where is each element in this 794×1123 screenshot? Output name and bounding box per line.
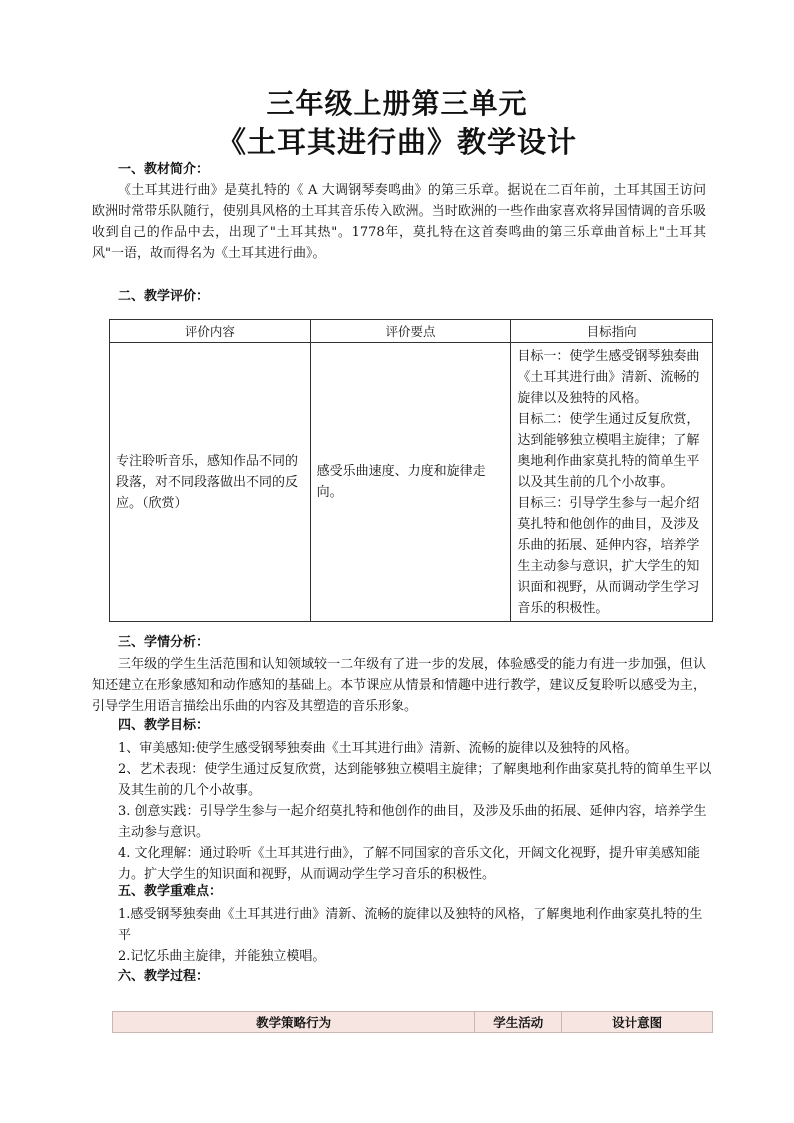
- key-point-item: 2.记忆乐曲主旋律，并能独立模唱。: [118, 949, 326, 964]
- materials-paragraph: 《土耳其进行曲》是莫扎特的《 A 大调钢琴奏鸣曲》的第三乐章。据说在二百年前，土耳其国王访问欧洲时常带乐队随行，使别具风格的土耳其音乐传入欧洲。当时欧洲的一些作曲家喜欢将异国情调的音乐吸收到自己的作品中去，出现了"土耳其热"。1778年，莫扎特在这首奏鸣曲的第三乐章曲首标上"土耳其风"一语，故而得名为《土耳其进行曲》。: [92, 183, 706, 261]
- process-table: [112, 1011, 713, 1033]
- header-eval-goals: 目标指向: [511, 320, 713, 343]
- section-heading-learner-analysis: 三、学情分析：: [118, 635, 210, 650]
- section-heading-process: 六、教学过程：: [118, 969, 210, 984]
- goal-item: 目标三：引导学生参与一起介绍莫扎特和他创作的曲目，及涉及乐曲的拓展、延伸内容，培养学生主动参与意识，扩大学生的知识面和视野，从而调动学生学习音乐的积极性。: [517, 496, 700, 616]
- title-line-2: 《土耳其进行曲》教学设计: [216, 125, 577, 159]
- evaluation-table-header: [110, 320, 713, 343]
- goal-item: 目标一：使学生感受钢琴独奏曲《土耳其进行曲》清新、流畅的旋律以及独特的风格。: [517, 349, 700, 406]
- section-heading-key-points: 五、教学重难点：: [118, 884, 223, 899]
- section-heading-materials: 一、教材简介：: [118, 162, 210, 177]
- objective-item: 2、艺术表现：使学生通过反复欣赏，达到能够独立模唱主旋律；了解奥地利作曲家莫扎特的简单生平以及其生前的几个小故事。: [118, 762, 712, 798]
- cell-eval-goals: [511, 343, 713, 622]
- header-strategy: 教学策略行为: [113, 1012, 475, 1033]
- section-heading-evaluation: 二、教学评价：: [118, 289, 210, 304]
- section-heading-objectives: 四、教学目标：: [118, 718, 210, 733]
- header-design-intent: 设计意图: [562, 1012, 713, 1033]
- evaluation-table-row: [110, 343, 713, 622]
- header-eval-points: 评价要点: [310, 320, 511, 343]
- objective-item: 4. 文化理解：通过聆听《土耳其进行曲》，了解不同国家的音乐文化，开阔文化视野，提升审美感知能力。扩大学生的知识面和视野，从而调动学生学习音乐的积极性。: [118, 846, 701, 882]
- evaluation-table: [109, 319, 713, 622]
- key-point-item: 1.感受钢琴独奏曲《土耳其进行曲》清新、流畅的旋律以及独特的风格，了解奥地利作曲家莫扎特的生平: [118, 907, 703, 943]
- objective-item: 3. 创意实践：引导学生参与一起介绍莫扎特和他创作的曲目，及涉及乐曲的拓展、延伸内容，培养学生主动参与意识。: [118, 804, 707, 840]
- header-student-activity: 学生活动: [475, 1012, 562, 1033]
- goal-item: 目标二：使学生通过反复欣赏，达到能够独立模唱主旋律；了解奥地利作曲家莫扎特的简单生平以及其生前的几个小故事。: [517, 412, 700, 490]
- header-eval-content: 评价内容: [110, 320, 311, 343]
- learner-analysis-paragraph: 三年级的学生生活范围和认知领域较一二年级有了进一步的发展，体验感受的能力有进一步加强，但认知还建立在形象感知和动作感知的基础上。本节课应从情景和情趣中进行教学，建议反复聆听以感受为主，引导学生用语言描绘出乐曲的内容及其塑造的音乐形象。: [92, 657, 706, 714]
- cell-eval-points: 感受乐曲速度、力度和旋律走向。: [310, 343, 511, 622]
- process-table-header: [113, 1012, 713, 1033]
- title-line-1: 三年级上册第三单元: [266, 87, 528, 120]
- objective-item: 1、审美感知:使学生感受钢琴独奏曲《土耳其进行曲》清新、流畅的旋律以及独特的风格。: [118, 741, 638, 756]
- cell-eval-content: 专注聆听音乐，感知作品不同的段落，对不同段落做出不同的反应。（欣赏）: [110, 343, 311, 622]
